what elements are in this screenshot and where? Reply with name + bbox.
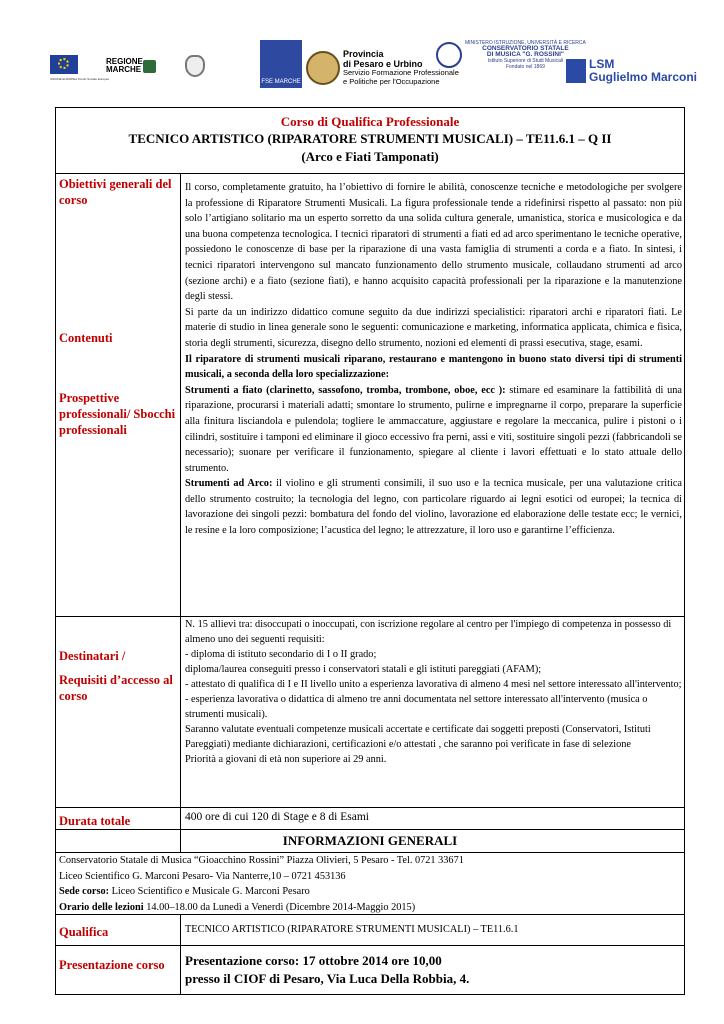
conservatorio-badge-icon [436,42,462,68]
logo-strip [0,0,724,100]
fse-marche-logo: FSE MARCHE [260,40,302,88]
column-divider [180,173,181,852]
destinatari-line: - attestato di qualifica di I e II livello unito a esperienza lavorativa di almeno 4 mesi nel settore interessato all'intervento; [185,679,682,690]
presentazione-place: presso il CIOF di Pesaro, Via Luca Della Robbia, 4. [185,971,470,986]
lsm-marconi-logo: LSM Guglielmo Marconi [566,58,697,84]
divider [55,173,685,174]
destinatari-line: Saranno valutate eventuali competenze musicali accertate e certificate dai soggetti preposti (Conservatori, Istituti Pareggiati) mediante dichiarazioni, certificazioni e/o attestati , che saranno poi verificate in fase di selezione [185,724,651,750]
destinatari-line: - esperienza lavorativa o didattica di almeno tre anni documentata nel settore interessato all'intervento (musica o strumenti musicali). [185,694,648,720]
course-title: TECNICO ARTISTICO (RIPARATORE STRUMENTI MUSICALI) – TE11.6.1 – Q II [128,131,612,146]
eu-logo: UNIONE EUROPEA Fondo Sociale Europeo [50,55,109,81]
info-orario: Orario delle lezioni 14.00–18.00 da Lunedì a Venerdì (Dicembre 2014-Maggio 2015) [59,901,416,913]
destinatari-line: Priorità a giovani di età non superiore ai 29 anni. [185,754,387,765]
label-qualifica: Qualifica [59,925,109,939]
fiato-paragraph: Strumenti a fiato (clarinetto, sassofono, tromba, trombone, oboe, ecc ): stimare ed esaminare la fattibilità di una riparazione, procurarsi i materiali adatti; smontare lo strumento, pulirne e impregnarne il corpo, preparare la superficie alla finitura lisciandola e pulendola; togliere le ammaccature, aggiustare e regolare la meccanica, pulire i pistoni o i cilindri, sostituire i tamponi ed eliminare il gioco eccessivo fra perni, assi e viti, sostituire singoli pezzi (fabbricandoli se necessario); suonare per verificare il funzionamento, spiegare al cliente i lavori effettuati e lo stato attuale dello strumento. [185,384,682,474]
info-conservatorio: Conservatorio Statale di Musica “Gioacchino Rossini” Piazza Olivieri, 5 Pesaro - Tel. 0721 33671 [59,855,464,866]
divider [55,807,685,808]
durata-text: 400 ore di cui 120 di Stage e 8 di Esami [185,811,369,823]
label-durata: Durata totale [59,814,131,828]
regione-marche-logo: REGIONE MARCHE [106,58,156,74]
lsm-mark-icon [566,59,586,83]
provincia-logo: Provincia di Pesaro e Urbino Servizio Formazione Professionale e Politiche per l'Occupazione [306,50,459,86]
regione-mark-icon [143,60,156,73]
italian-emblem-icon [185,55,205,77]
label-requisiti: Requisiti d’accesso al corso [59,673,173,703]
eu-flag-icon [50,55,78,74]
info-sede: Sede corso: Liceo Scientifico e Musicale G. Marconi Pesaro [59,886,310,897]
course-subtitle: (Arco e Fiati Tamponati) [301,149,439,164]
destinatari-line: - diploma di istituto secondario di I o II grado; [185,649,377,660]
repubblica-emblem [185,55,205,77]
label-prospettive: Prospettive professionali/ Sbocchi professionali [59,391,176,437]
info-block [59,853,679,915]
course-type-title: Corso di Qualifica Professionale [280,114,460,129]
obiettivi-paragraph: Il corso, completamente gratuito, ha l’obiettivo di fornire le abilità, conoscenze tecniche e metodologiche per svolgere la professione di Riparatore Strumenti Musicali. La figura professionale tende a ridefinirsi rispetto al passato: non più solo l’artigiano solitario ma un esperto sorretto da una solida cultura generale, umanistica, storica e musicologica e da una buona competenza tecnologica. I tecnici riparatori di strumenti a fiati ed ad arco sperimentano le tecniche operative, possiedono le conoscenze di base per la riparazione di una vasta famiglia di strumenti a corda e a fiato. In sintesi, i tecnici riparatori intervengono sul mancato funzionamento dello strumento musicale, collaudano strumenti ad arco (sezione archi) e a fiato (sezione fiati), e hanno acquisito capacità professionali per la riparazione e la manutenzione degli stessi. [185,182,682,303]
conservatorio-logo: MINISTERO ISTRUZIONE, UNIVERSITÀ E RICERCA CONSERVATORIO STATALE DI MUSICA "G. ROSSINI" Istituto Superiore di Studi Musicali Fondato nel 1869 [436,40,586,70]
info-title: INFORMAZIONI GENERALI [282,833,458,848]
presentazione-date: Presentazione corso: 17 ottobre 2014 ore 10,00 [185,953,442,968]
arco-paragraph: Strumenti ad Arco: il violino e gli strumenti consimili, il suo uso e la tecnica musicale, per una valutazione critica dello strumento costruito; la tecnologia del legno, con particolare riguardo ai legni esotici od europei; la tecnica di lavorazione dei singoli pezzi: bombatura del fondo del violino, lavorazione ed elaborazione delle testate ecc; le vernici, le resine e la loro composizione; l’acustica del legno; le attrezzature, il loro uso e garantirne l’efficienza. [185,478,682,537]
qualifica-text: TECNICO ARTISTICO (RIPARATORE STRUMENTI MUSICALI) – TE11.6.1 [185,924,519,935]
label-presentazione: Presentazione corso [59,958,165,972]
divider [55,829,685,830]
contenuti-paragraph: Si parte da un indirizzo didattico comune seguito da due indirizzi specialistici: riparatori archi e riparatori fiati. Le materie di studio in linea generale sono le seguenti: comunicazione e marketing, informatica applicata, chimica e fisica, storia degli strumenti, sicurezza, disegno dello strumento, nozioni ed elementi di prassi esecutiva, stage, esami. [185,306,682,349]
column-divider [180,914,181,995]
label-obiettivi: Obiettivi generali del corso [59,177,172,207]
destinatari-text [185,617,682,767]
destinatari-line: N. 15 allievi tra: disoccupati o inoccupati, con iscrizione regolare al centro per l'impiego di competenza in possesso di almeno uno dei seguenti requisiti: [185,619,672,645]
destinatari-line: diploma/laurea conseguiti presso i conservatori statali e gli istituti pareggiati (AFAM); [185,664,542,675]
divider [55,945,685,946]
prospettive-intro: Il riparatore di strumenti musicali riparano, restaurano e mantengono in buono stato diversi tipi di strumenti musicali, a seconda della loro specializzazione: [185,353,682,381]
obiettivi-text [185,180,682,539]
label-destinatari: Destinatari / [59,649,126,663]
label-contenuti: Contenuti [59,331,113,345]
provincia-emblem-icon [306,51,340,85]
presentazione-text [185,952,682,988]
info-liceo: Liceo Scientifico G. Marconi Pesaro- Via Nanterre,10 – 0721 453136 [59,870,346,882]
